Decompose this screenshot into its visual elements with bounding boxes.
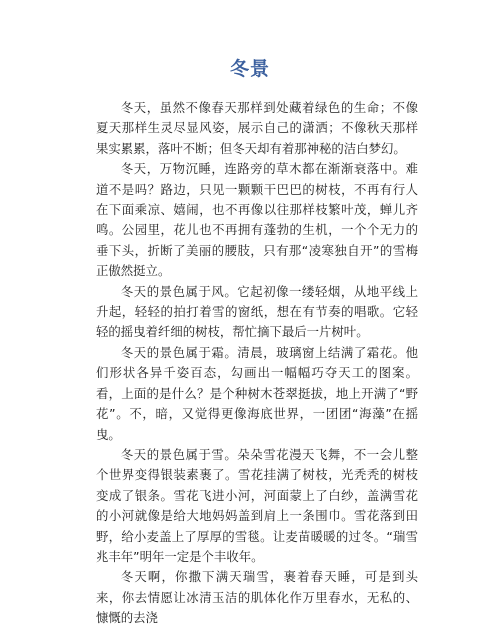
paragraph-intro: 冬天，虽然不像春天那样到处藏着绿色的生命；不像夏天那样生灵尽显风姿，展示自己的潇洒；不像秋天那样果实累累，落叶不断；但冬天却有着那神秘的洁白梦幻。 (96, 100, 418, 156)
document-title: 冬景 (229, 58, 270, 80)
paragraph-snow: 冬天的景色属于雪。朵朵雪花漫天飞舞，不一会儿整个世界变得银装素裹了。雪花挂满了树枝，光秃秃的树枝变成了银条。雪花飞进小河，河面蒙上了白纱，盖满雪花的小河就像是给大地妈妈盖到肩上一条围巾。雪花落到田野，给小麦盖上了厚厚的雪毯。让麦苗暖暖的过冬。“瑞雪兆丰年”明年一定是个丰收年。 (96, 446, 418, 564)
paragraph-wind: 冬天的景色属于风。它起初像一缕轻烟，从地平线上升起，轻轻的拍打着雪的窗纸，想在有节奏的唱歌。它轻轻的摇曳着纤细的树枝，帮忙摘下最后一片树叶。 (96, 283, 418, 340)
paragraph-frost: 冬天的景色属于霜。清晨，玻璃窗上结满了霜花。他们形状各异千姿百态，勾画出一幅幅巧夺天工的图案。看，上面的是什么？是个种树木苍翠挺拔，地上开满了“野花”。不，暗，又觉得更像海底世界，一团团“海藻”在摇曳。 (96, 344, 418, 442)
paragraph-sleep: 冬天，万物沉睡，连路旁的草木都在渐渐衰落中。难道不是吗？路边，只见一颗颗干巴巴的树枝，不再有行人在下面乘凉、嬉闹，也不再像以往那样枝繁叶茂，蝉儿齐鸣。公园里，花儿也不再拥有蓬勃的生机，一个个无力的垂下头，折断了美丽的腰肢，只有那“凌寒独自开”的雪梅正傲然挺立。 (96, 161, 418, 279)
article-body (96, 98, 418, 629)
paragraph-closing: 冬天啊，你撒下满天瑞雪，裹着春天睡，可是到头来，你去情愿让冰清玉洁的肌体化作万里春水，无私的、慷慨的去浇 (96, 569, 418, 626)
